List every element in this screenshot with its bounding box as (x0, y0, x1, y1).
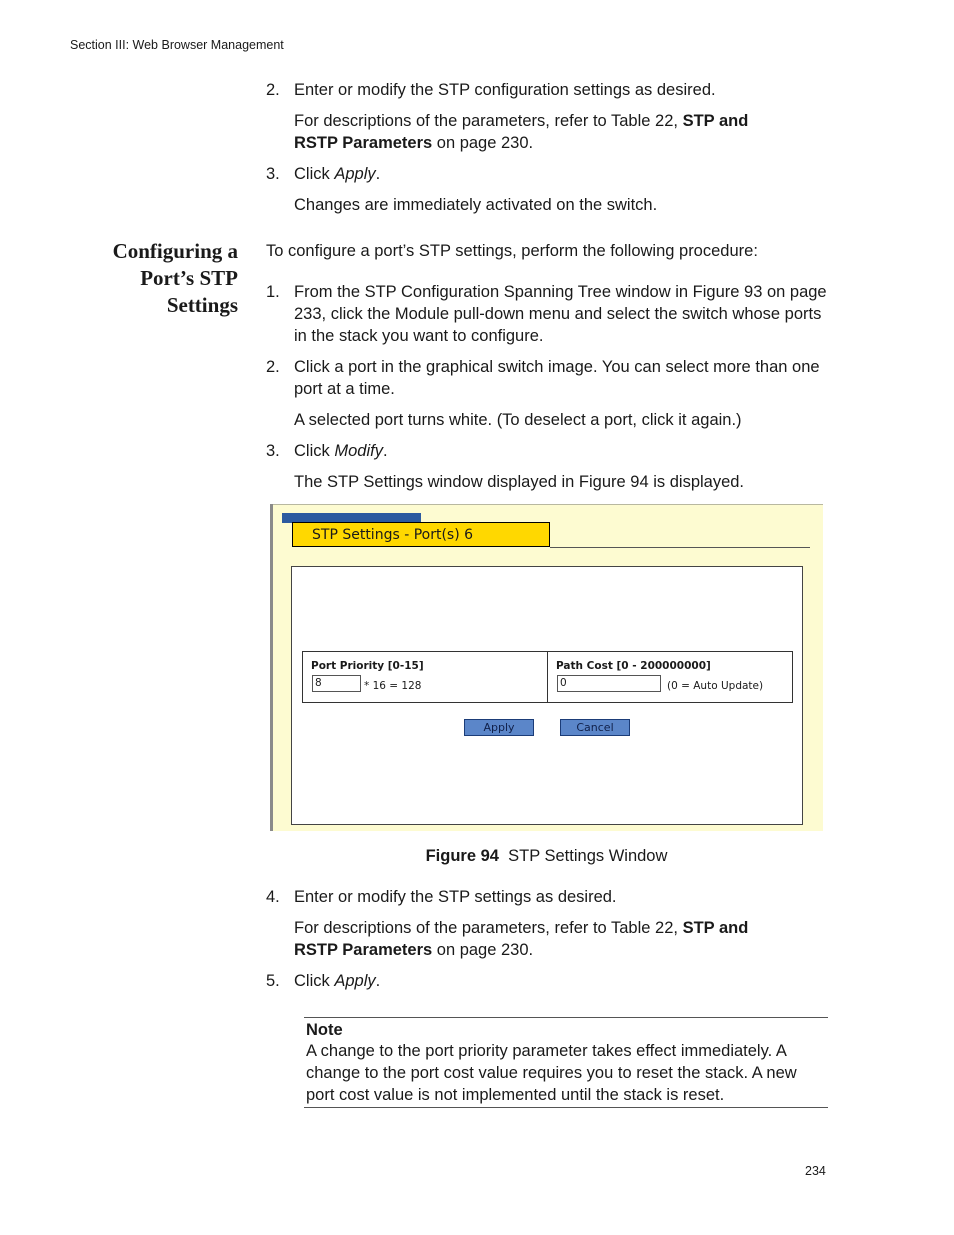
step-number: 5. (266, 972, 280, 990)
paragraph-selected: A selected port turns white. (To deselect a port, click it again.) (294, 411, 742, 429)
intro-paragraph: To configure a port’s STP settings, perform the following procedure: (266, 242, 758, 260)
step-text: From the STP Configuration Spanning Tree window in Figure 93 on page 233, click the Module pull-down menu and select the switch whose ports in the stack you want to configure. (294, 283, 827, 345)
note-top-rule (304, 1017, 828, 1018)
step-text: Click Apply. (294, 972, 381, 990)
step-number: 1. (266, 283, 280, 301)
step-text: Click Modify. (294, 442, 388, 460)
settings-panel (291, 566, 803, 825)
fields-table (302, 651, 793, 703)
note-body: A change to the port priority parameter takes effect immediately. A change to the port cost value requires you to reset the stack. A new port cost value is not implemented until the stack is reset. (306, 1042, 797, 1104)
port-priority-input[interactable]: 8 (312, 675, 361, 692)
cancel-button[interactable]: Cancel (560, 719, 630, 736)
step-number: 3. (266, 165, 280, 183)
fields-divider (547, 652, 548, 702)
paragraph-descriptions-2: For descriptions of the parameters, refer to Table 22, STP and RSTP Parameters on page 230. (294, 919, 749, 959)
note-title: Note (306, 1021, 343, 1039)
port-priority-multiplier: * 16 = 128 (364, 680, 422, 692)
page-number: 234 (805, 1164, 826, 1178)
step-text: Enter or modify the STP settings as desired. (294, 888, 617, 906)
paragraph-descriptions: For descriptions of the parameters, refer to Table 22, STP and RSTP Parameters on page 230. (294, 112, 749, 152)
step-number: 3. (266, 442, 280, 460)
tab-stp-settings[interactable]: STP Settings - Port(s) 6 (292, 522, 550, 547)
note-bottom-rule (304, 1107, 828, 1108)
step-text: Click a port in the graphical switch image. You can select more than one port at a time. (294, 358, 820, 398)
step-text: Enter or modify the STP configuration settings as desired. (294, 81, 716, 99)
window-top-border (273, 504, 823, 505)
step-number: 2. (266, 81, 280, 99)
path-cost-label: Path Cost [0 - 200000000] (556, 660, 711, 672)
step-number: 2. (266, 358, 280, 376)
stp-settings-window (270, 504, 823, 831)
path-cost-hint: (0 = Auto Update) (667, 680, 764, 692)
window-left-border (270, 504, 273, 831)
port-priority-label: Port Priority [0-15] (311, 660, 424, 672)
apply-button[interactable]: Apply (464, 719, 534, 736)
tab-underline (550, 547, 810, 548)
running-header: Section III: Web Browser Management (70, 38, 284, 52)
step-number: 4. (266, 888, 280, 906)
section-heading: Configuring a Port’s STP Settings (112, 239, 238, 317)
path-cost-input[interactable]: 0 (557, 675, 661, 692)
figure-caption: Figure 94 STP Settings Window (425, 847, 668, 865)
paragraph-displayed: The STP Settings window displayed in Figure 94 is displayed. (294, 473, 745, 491)
paragraph-activated: Changes are immediately activated on the switch. (294, 196, 658, 214)
step-text: Click Apply. (294, 165, 381, 183)
